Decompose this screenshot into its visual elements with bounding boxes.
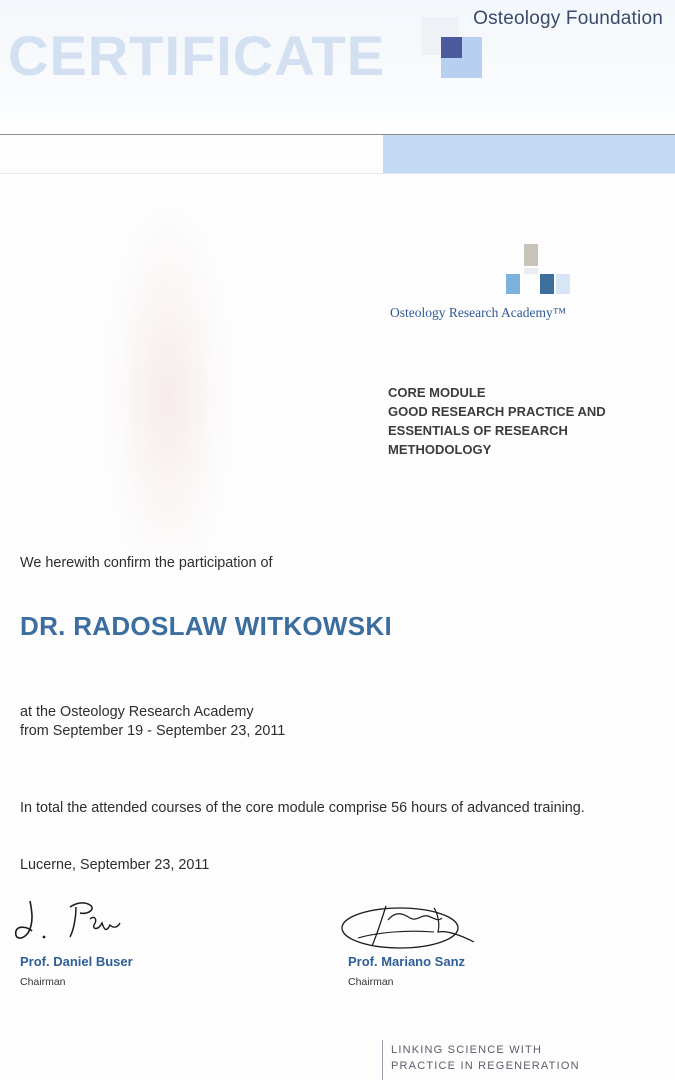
background-watermark	[108, 215, 228, 545]
foundation-name: Osteology Foundation	[473, 8, 663, 29]
module-line: CORE MODULE	[388, 385, 486, 400]
signatory-1-name: Prof. Daniel Buser	[20, 954, 133, 969]
academy-logo-icon	[506, 244, 572, 298]
foundation-logo-square-dark	[441, 37, 462, 58]
place-date: Lucerne, September 23, 2011	[20, 857, 210, 873]
footer-line: PRACTICE IN REGENERATION	[391, 1060, 580, 1072]
signatory-1-role: Chairman	[20, 976, 66, 988]
dates-line: from September 19 - September 23, 2011	[20, 723, 286, 739]
confirmation-intro: We herewith confirm the participation of	[20, 555, 273, 571]
module-line: ESSENTIALS OF RESEARCH	[388, 423, 568, 438]
signatory-2-role: Chairman	[348, 976, 394, 988]
venue-line: at the Osteology Research Academy	[20, 704, 254, 720]
participant-name: DR. RADOSLAW WITKOWSKI	[20, 611, 393, 641]
certificate-title: CERTIFICATE	[8, 24, 386, 87]
footer-tagline	[391, 1042, 580, 1074]
academy-name: Osteology Research Academy™	[390, 305, 566, 320]
signature-buser	[10, 893, 125, 948]
band-divider	[0, 173, 675, 174]
hours-statement: In total the attended courses of the core module comprise 56 hours of advanced training.	[20, 800, 585, 816]
signatory-2-name: Prof. Mariano Sanz	[348, 954, 466, 969]
header-accent-band	[383, 135, 675, 173]
footer-line: LINKING SCIENCE WITH	[391, 1044, 543, 1056]
module-line: GOOD RESEARCH PRACTICE AND	[388, 404, 606, 419]
signature-sanz	[338, 896, 478, 958]
module-line: METHODOLOGY	[388, 442, 492, 457]
module-title-block	[388, 383, 668, 459]
footer-divider	[382, 1040, 383, 1080]
